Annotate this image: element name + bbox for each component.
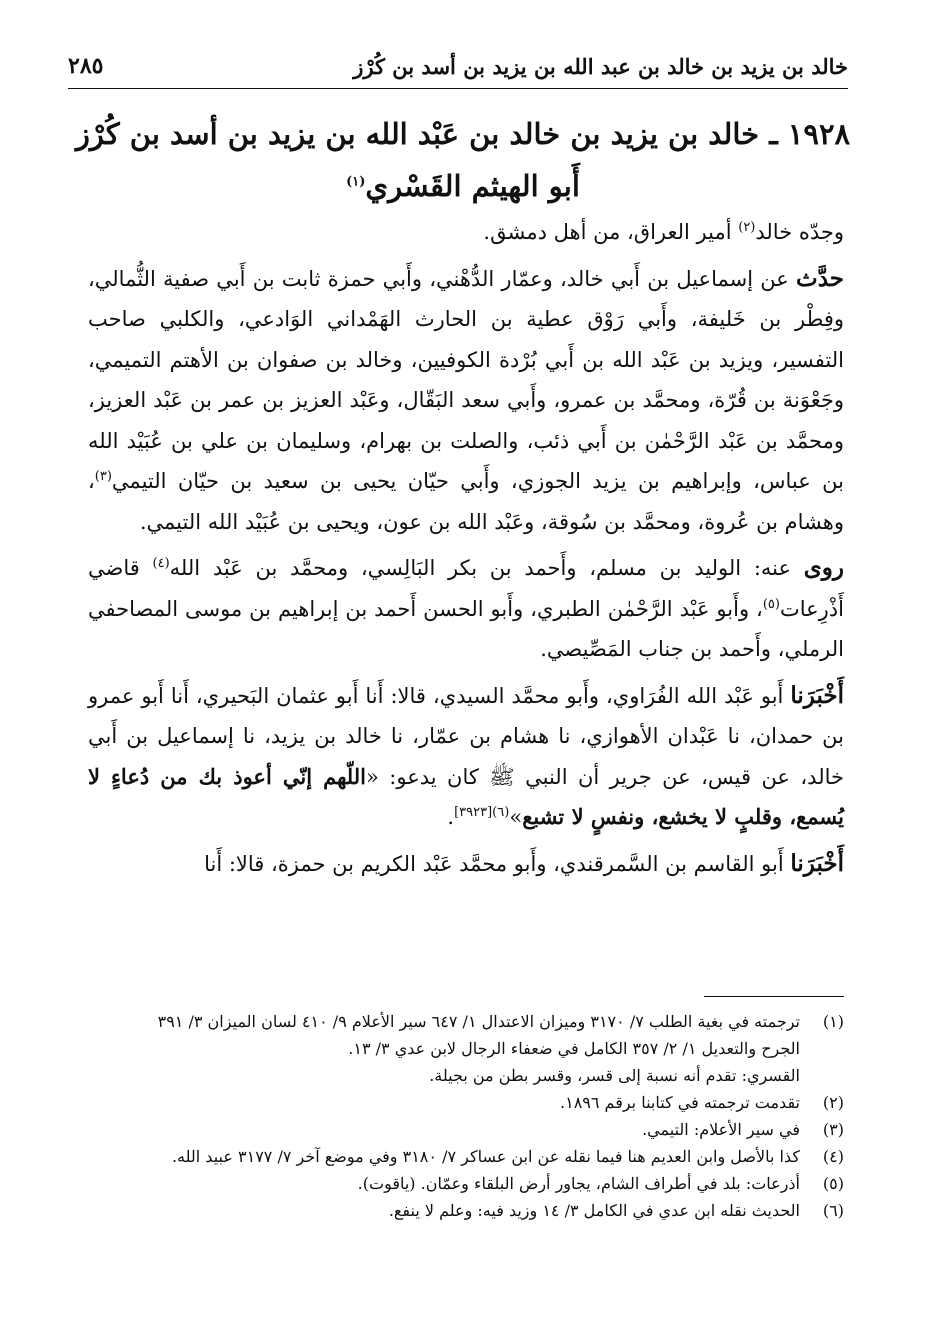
footnote-number: (٣) <box>822 1120 844 1139</box>
footnote-line: القسري: تقدم أنه نسبة إلى قسر، وقسر بطن من بجيلة. <box>429 1066 800 1085</box>
akhbarana-paragraph-1: أَخْبَرَنا أَبو عَبْد الله الفُرَاوي، وأَبو محمَّد السيدي، قالا: أَنا أَبو عثمان البَحيري، أَنا أَبو عمرو بن حمدان، نا عَبْدان الأهوازي، نا هشام بن عمّار، نا خالد بن يزيد، نا إسماعيل بن أَبي خالد، عن قيس، عن جرير أن النبي ﷺ كان يدعو: «اللّهم إنّي أعوذ بك من دُعاءٍ لا يُسمع، وقلبٍ لا يخشع، ونفسٍ لا تشبع»$^{(٦)[٣٩٢٣]}$. <box>88 681 844 829</box>
akhbarana-paragraph-2: أَخْبَرَنا أَبو القاسم بن السَّمرقندي، وأَبو محمَّد عَبْد الكريم بن حمزة، قالا: أَنا <box>204 849 844 877</box>
footnote-number: (٤) <box>822 1147 844 1166</box>
footnote-ref: (٥) <box>762 596 780 612</box>
running-title: خالد بن يزيد بن خالد بن عبد الله بن يزيد بن أسد بن كُرْز <box>353 53 848 79</box>
rawa-paragraph: روى عنه: الوليد بن مسلم، وأَحمد بن بكر البَالِسي، ومحمَّد بن عَبْد الله$^{(٤)}$ قاضي أَذْرِعات$^{(٥)}$، وأَبو عَبْد الرَّحْمٰن الطبري، وأَبو الحسن أَحمد بن إبراهيم بن موسى المصاحفي الرملي، وأَحمد بن جناب المَصِّيصي. <box>88 554 844 661</box>
footnote-line: تقدمت ترجمته في كتابنا برقم ١٨٩٦. <box>560 1093 800 1112</box>
entry-title-line2: أَبو الهيثم القَسْري$^{(١)}$ <box>346 169 580 203</box>
footnote <box>88 1170 844 1197</box>
footnotes <box>88 1008 844 1224</box>
lead-word: روى <box>803 554 844 581</box>
footnote-line: الجرح والتعديل ١/ ٢/ ٣٥٧ الكامل في ضعفاء الرجال لابن عدي ٣/ ١٣. <box>348 1039 800 1058</box>
footnote-line: الحديث نقله ابن عدي في الكامل ٣/ ١٤ وزيد فيه: وعلم لا ينفع. <box>388 1201 800 1220</box>
running-header <box>68 44 848 89</box>
footnote-number: (٥) <box>822 1174 844 1193</box>
footnote <box>88 1116 844 1143</box>
lead-word: أَخْبَرَنا <box>790 681 844 709</box>
main-text <box>88 212 844 890</box>
footnote-ref: (٢) <box>738 220 756 235</box>
footnote <box>88 1197 844 1224</box>
footnote-number: (١) <box>822 1012 844 1031</box>
footnote-line: كذا بالأصل وابن العديم هنا فيما نقله عن ابن عساكر ٧/ ٣١٨٠ وفي موضع آخر ٧/ ٣١٧٧ عبيد الله. <box>171 1147 800 1166</box>
footnote-ref: (٦)[٣٩٢٣] <box>454 805 510 820</box>
footnote-ref: (١) <box>346 174 366 190</box>
lead-word: حدَّث <box>796 264 844 292</box>
entry-title-line1: ١٩٢٨ ـ خالد بن يزيد بن خالد بن عَبْد الله بن يزيد بن أسد بن كُرْز <box>75 117 851 151</box>
hadith-text: اللّهم إنّي أعوذ بك من دُعاءٍ لا يُسمع، وقلبٍ لا يخشع، ونفسٍ لا تشبع <box>88 763 844 829</box>
footnote-line: أذرعات: بلد في أطراف الشام، يجاور أرض البلقاء وعمّان. (ياقوت). <box>357 1174 800 1193</box>
footnote-line: ترجمته في بغية الطلب ٧/ ٣١٧٠ وميزان الاعتدال ١/ ٦٤٧ سير الأعلام ٩/ ٤١٠ لسان الميزان ٣/ ٣٩١ <box>157 1012 800 1031</box>
footnote-ref: (٣) <box>94 469 112 484</box>
footnote <box>88 1089 844 1116</box>
footnote-number: (٢) <box>822 1093 844 1112</box>
footnote <box>88 1008 844 1089</box>
hadath-paragraph: حدَّث عن إسماعيل بن أَبي خالد، وعمّار الدُّهْني، وأَبي حمزة ثابت بن أَبي صفية الثُّمالي، وفِطْر بن خَليفة، وأَبي رَوْق عطية بن الحارث الهَمْداني الوَادعي، والكلبي صاحب التفسير، ويزيد بن عَبْد الله بن أَبي بُرْدة الكوفيين، وخالد بن صفوان بن الأهتم التميمي، وجَعْوَنة بن قُرّة، ومحمَّد بن عمرو، وأَبي سعد البَقّال، وعَبْد العزيز بن عمر بن عَبْد العزيز، ومحمَّد بن عَبْد الرَّحْمٰن بن أَبي ذئب، والصلت بن بهرام، وسليمان بن علي بن عُبَيْد الله بن عباس، وإبراهيم بن يزيد الجوزي، وأَبي حيّان يحيى بن سعيد بن حيّان التيمي$^{(٣)}$، وهشام بن عُروة، ومحمَّد بن سُوقة، وعَبْد الله بن عون، ويحيى بن عُبَيْد الله التيمي. <box>88 264 844 534</box>
footnote-ref: (٤) <box>152 556 170 571</box>
footnote-divider <box>704 996 844 997</box>
intro-paragraph: وجدّه خالد$^{(٢)}$ أمير العراق، من أهل دمشق. <box>483 220 844 244</box>
footnote-line: في سير الأعلام: التيمي. <box>642 1120 800 1139</box>
page-number: ٢٨٥ <box>68 53 104 79</box>
entry-title <box>60 108 866 212</box>
footnote <box>88 1143 844 1170</box>
lead-word: أَخْبَرَنا <box>790 849 844 877</box>
footnote-number: (٦) <box>822 1201 844 1220</box>
